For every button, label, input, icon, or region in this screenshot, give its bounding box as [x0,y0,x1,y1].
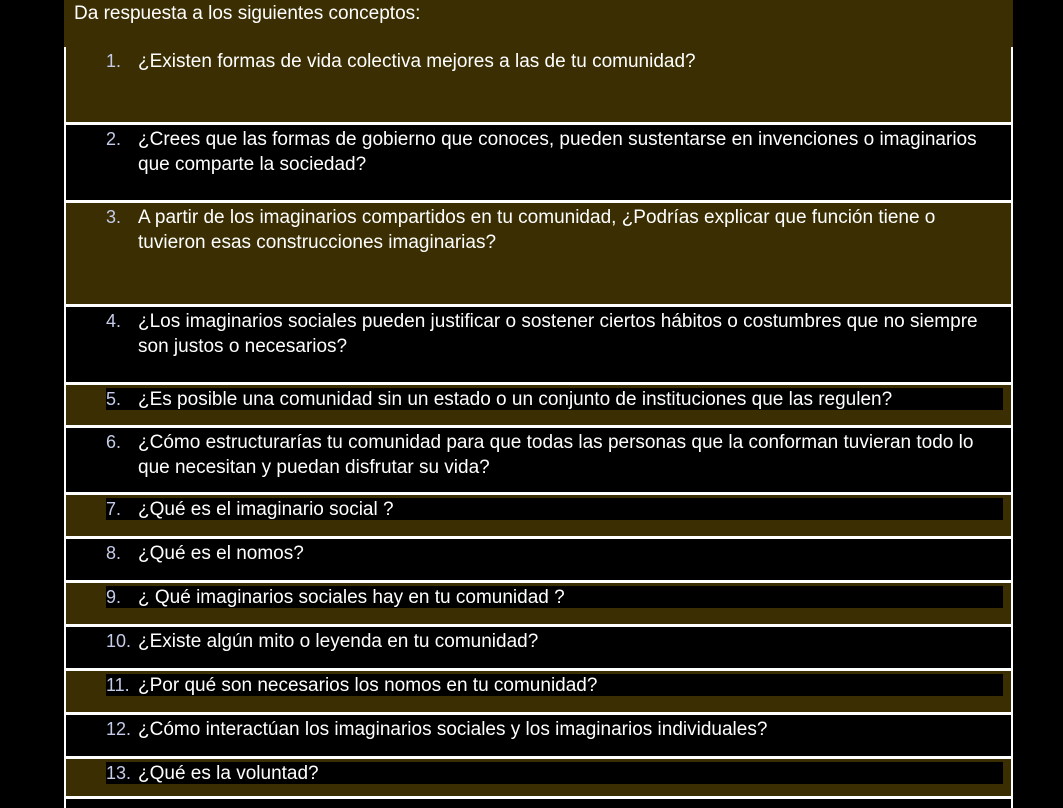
question-number: 8. [106,543,122,563]
question-number: 13. [106,763,132,783]
question-row-4 [64,307,1013,385]
question-row-12 [64,715,1013,759]
question-text: ¿Qué es la voluntad? [138,763,319,784]
question-text: ¿Cómo interactúan los imaginarios sociales y los imaginarios individuales? [138,719,768,740]
question-text: ¿ Qué imaginarios sociales hay en tu comunidad ? [138,587,565,608]
slide-header [64,0,1013,47]
question-text: ¿Por qué son necesarios los nomos en tu comunidad? [138,675,598,696]
question-row-9 [64,583,1013,627]
question-row-7 [64,495,1013,539]
question-number: 11. [106,675,130,695]
question-row-3 [64,203,1013,307]
question-row-10 [64,627,1013,671]
question-number: 1. [106,51,122,71]
question-number: 4. [106,311,122,331]
question-number: 12. [106,719,132,739]
question-number: 9. [106,587,122,607]
question-row-2 [64,125,1013,203]
question-number: 5. [106,389,122,409]
question-text: ¿Existen formas de vida colectiva mejores a las de tu comunidad? [138,51,696,72]
question-number: 10. [106,631,132,651]
question-text: ¿Los imaginarios sociales pueden justificar o sostener ciertos hábitos o costumbres que no siempre son justos o necesarios? [138,311,978,357]
question-number: 3. [106,207,122,227]
slide-title: Da respuesta a los siguientes conceptos: [74,3,421,24]
question-text: ¿Existe algún mito o leyenda en tu comunidad? [138,631,539,652]
question-row-13 [64,759,1013,799]
question-number: 2. [106,129,122,149]
question-text: ¿Es posible una comunidad sin un estado o un conjunto de instituciones que las regulen? [138,389,893,410]
question-text: A partir de los imaginarios compartidos en tu comunidad, ¿Podrías explicar que función tiene o tuvieron esas construcciones imaginarias? [138,207,936,253]
question-row-1 [64,47,1013,125]
question-number: 7. [106,499,122,519]
question-text: ¿Qué es el imaginario social ? [138,499,394,520]
question-row-11 [64,671,1013,715]
question-text: ¿Qué es el nomos? [138,543,304,564]
question-row-14-partial [64,799,1013,808]
question-number: 6. [106,432,122,452]
question-text: ¿Crees que las formas de gobierno que conoces, pueden sustentarse en invenciones o imaginarios que comparte la sociedad? [138,129,977,175]
question-row-8 [64,539,1013,583]
question-row-5 [64,385,1013,428]
question-text: ¿Cómo estructurarías tu comunidad para que todas las personas que la conforman tuvieran todo lo que necesitan y puedan disfrutar su vida? [138,432,974,478]
question-row-6 [64,428,1013,495]
